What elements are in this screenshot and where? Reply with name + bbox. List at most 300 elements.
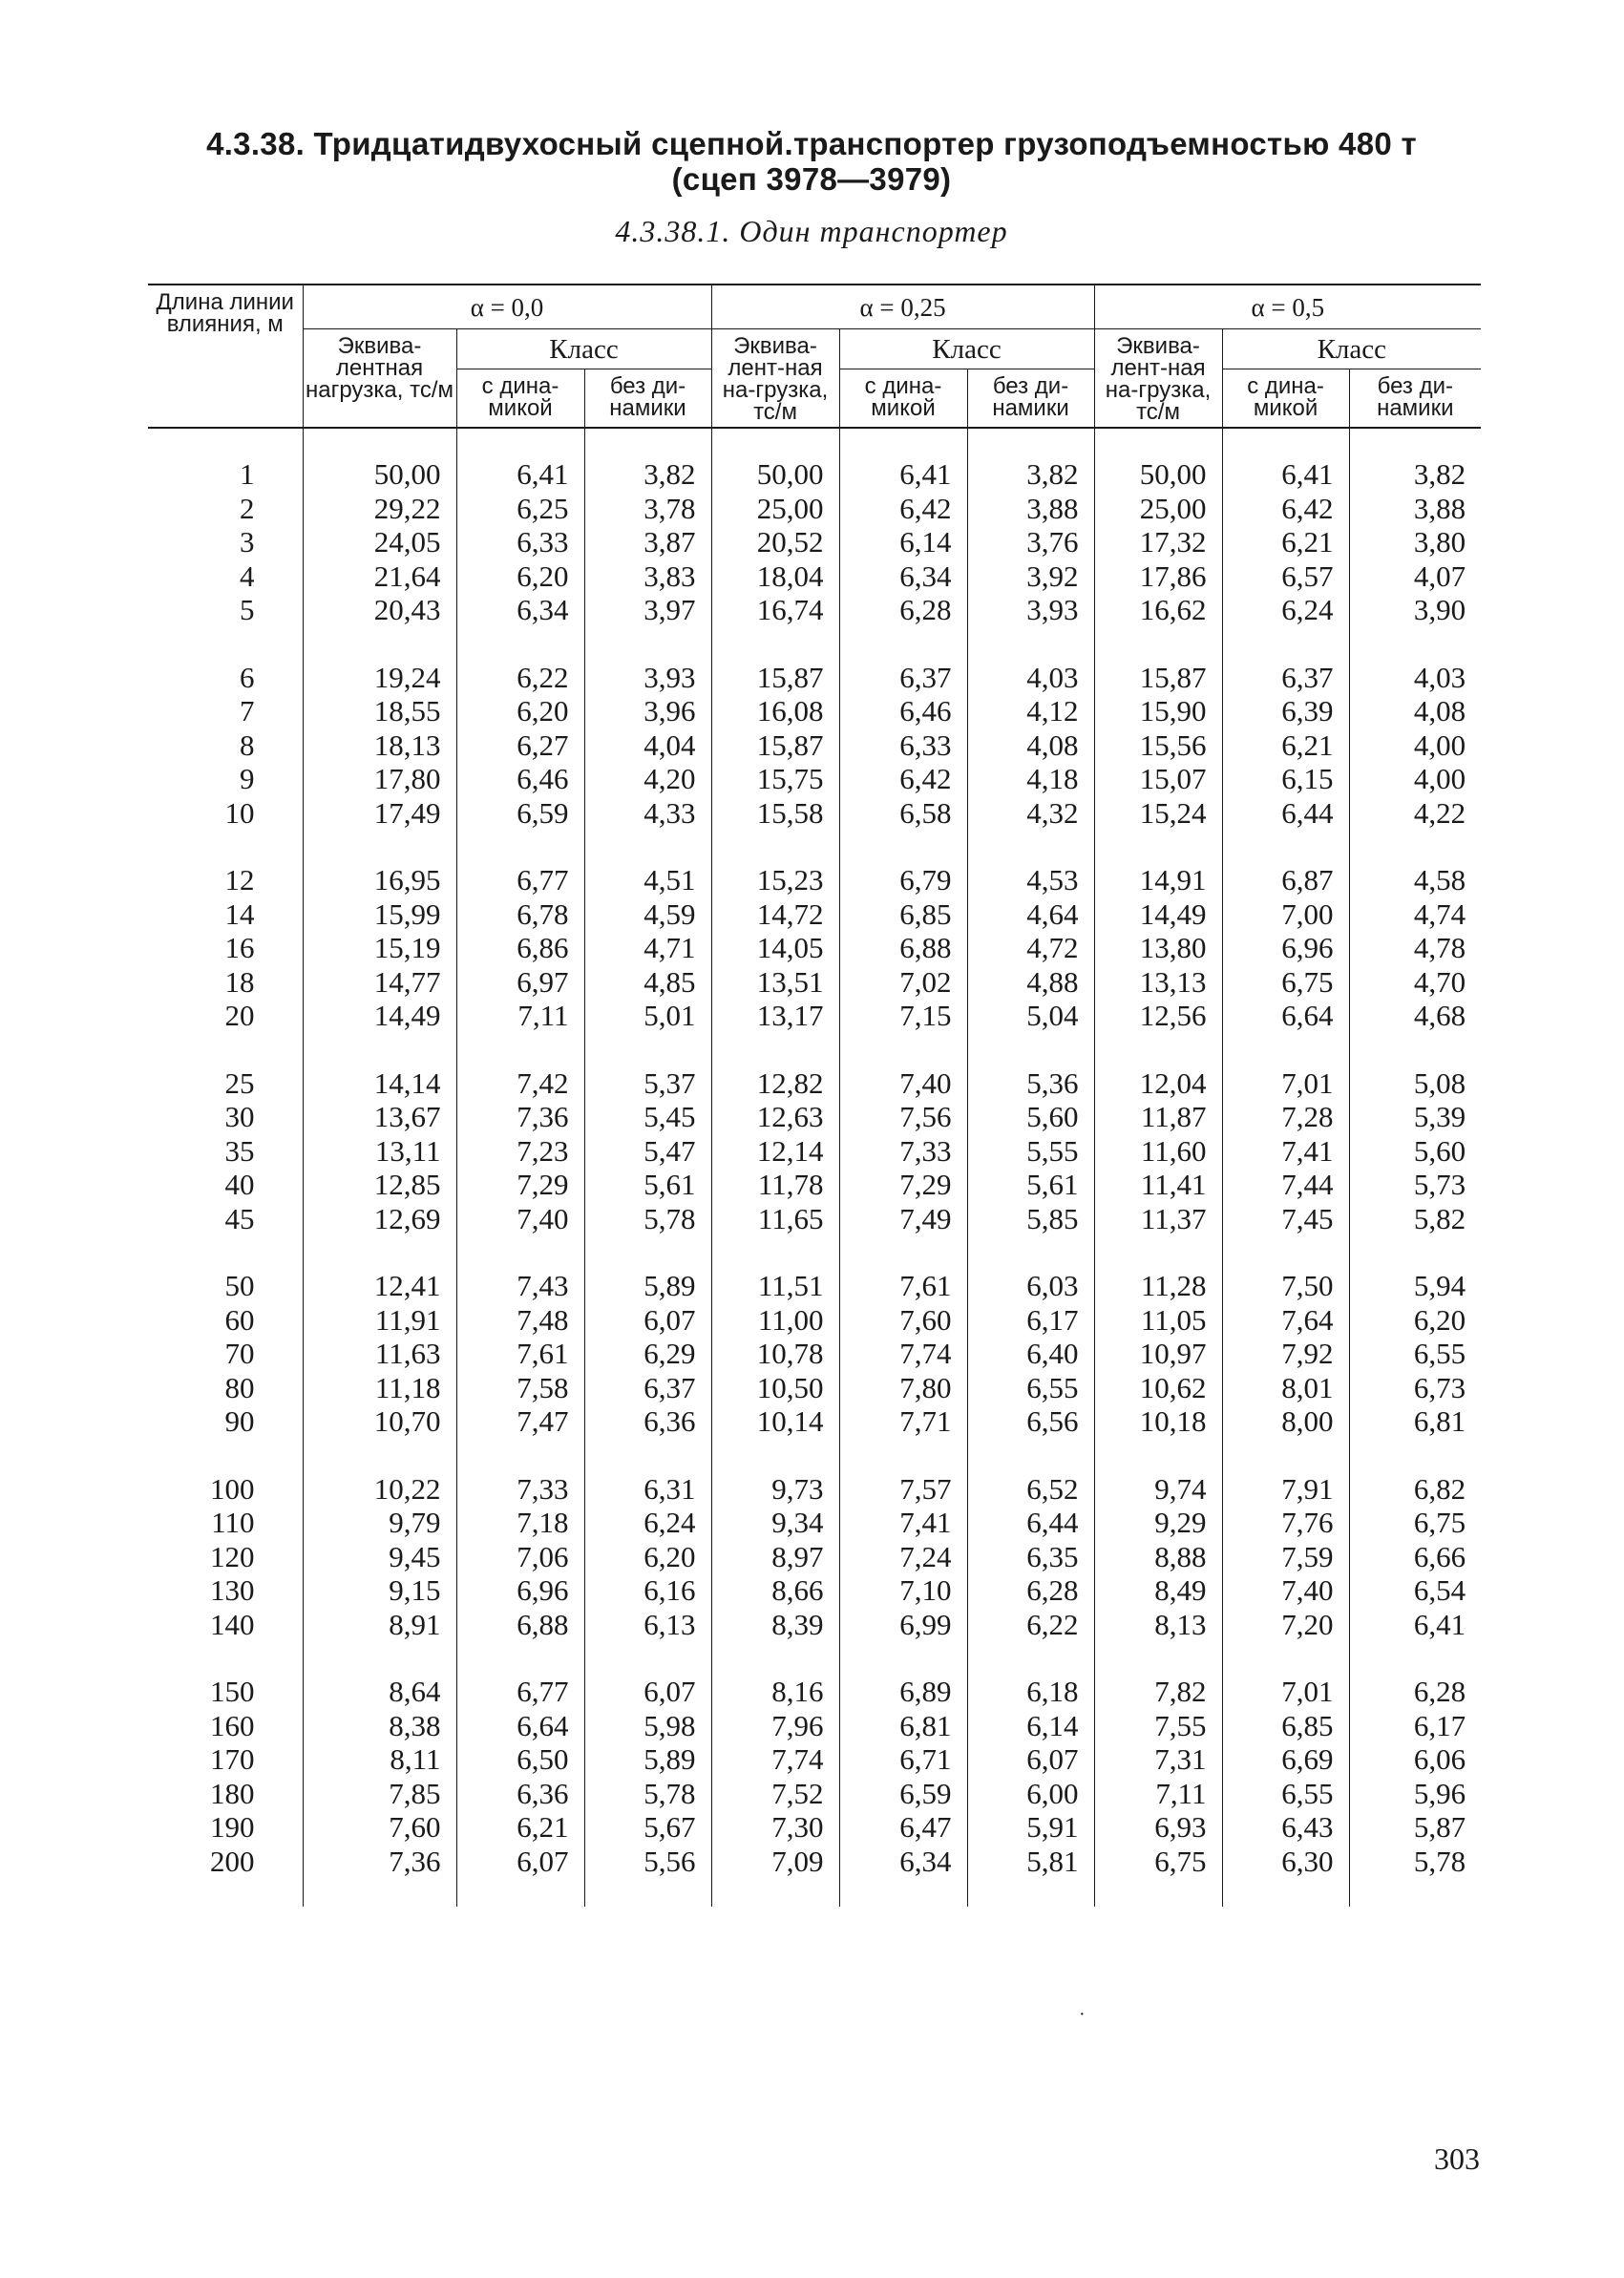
alpha-05-header: α = 0,5 (1094, 285, 1481, 329)
cell: 80 (224, 1370, 255, 1404)
cell: 10 (224, 795, 255, 830)
cell: 6,25 (456, 492, 584, 526)
cell: 4,74 (1349, 897, 1481, 932)
cell: 15,24 (1094, 796, 1222, 831)
cell: 6,52 (967, 1472, 1094, 1507)
cell: 15,87 (1094, 661, 1222, 695)
spacer-cell (839, 1033, 967, 1066)
spacer-cell (839, 1235, 967, 1269)
cell: 3,88 (1349, 492, 1481, 526)
table-row (148, 1810, 1481, 1845)
cell: 17,49 (303, 796, 456, 831)
cell: 7,60 (303, 1810, 456, 1845)
cell: 25 (224, 1065, 255, 1100)
cell: 90 (224, 1404, 255, 1438)
spacer-cell (584, 1235, 711, 1269)
cell: 4,07 (1349, 559, 1481, 594)
spacer-cell (711, 1439, 839, 1472)
cell: 18,13 (303, 728, 456, 763)
table-row (148, 694, 1481, 728)
cell: 160 (210, 1708, 255, 1742)
cell: 3,93 (584, 661, 711, 695)
spacer-cell (148, 1878, 303, 1907)
cell: 6,77 (456, 863, 584, 897)
cell: 15,87 (711, 661, 839, 695)
cell: 5,96 (1349, 1777, 1481, 1811)
table-row (148, 1709, 1481, 1743)
cell: 6,87 (1222, 863, 1349, 897)
cell: 6,42 (839, 762, 967, 796)
spacer-cell (1222, 627, 1349, 661)
cell: 5,37 (584, 1066, 711, 1101)
spacer-cell (584, 428, 711, 457)
cell: 110 (211, 1506, 255, 1539)
cell: 6,50 (456, 1742, 584, 1777)
cell: 7,47 (456, 1404, 584, 1439)
cell: 15,56 (1094, 728, 1222, 763)
cell: 11,00 (711, 1303, 839, 1338)
table-row (148, 525, 1481, 559)
table-row (148, 897, 1481, 932)
cell: 4,68 (1349, 999, 1481, 1033)
spacer-cell (148, 1641, 303, 1675)
spacer-cell (303, 830, 456, 863)
cell: 5,73 (1349, 1168, 1481, 1202)
spacer-cell (1222, 1033, 1349, 1066)
cell: 6,55 (967, 1371, 1094, 1405)
spacer-cell (1349, 1641, 1481, 1675)
cell: 6,88 (456, 1608, 584, 1642)
cell: 6,37 (584, 1371, 711, 1405)
cell: 6,78 (456, 897, 584, 932)
cell: 7,09 (711, 1845, 839, 1879)
table-row (148, 796, 1481, 831)
cell: 3,76 (967, 525, 1094, 559)
spacer-cell (303, 1641, 456, 1675)
cell: 7,01 (1222, 1675, 1349, 1709)
cell: 4,78 (1349, 931, 1481, 965)
cell: 6,41 (456, 457, 584, 492)
without-dynamics-header: без ди-намики (584, 369, 711, 428)
cell: 3,87 (584, 525, 711, 559)
cell: 10,22 (303, 1472, 456, 1507)
spacer-cell (303, 1878, 456, 1907)
cell: 17,32 (1094, 525, 1222, 559)
cell: 35 (224, 1133, 255, 1168)
spacer-row (148, 627, 1481, 661)
cell: 5,36 (967, 1066, 1094, 1101)
cell: 15,87 (711, 728, 839, 763)
cell: 7,11 (1094, 1777, 1222, 1811)
spacer-cell (456, 1033, 584, 1066)
table-row (148, 1608, 1481, 1642)
cell: 11,87 (1094, 1100, 1222, 1134)
cell: 6,46 (456, 762, 584, 796)
cell: 8,49 (1094, 1573, 1222, 1608)
cell: 6,89 (839, 1675, 967, 1709)
cell: 4,00 (1349, 762, 1481, 796)
cell: 13,67 (303, 1100, 456, 1134)
cell: 7,44 (1222, 1168, 1349, 1202)
cell: 50,00 (711, 457, 839, 492)
cell: 5,87 (1349, 1810, 1481, 1845)
spacer-cell (1349, 1033, 1481, 1066)
cell: 6,34 (839, 1845, 967, 1879)
cell: 15,90 (1094, 694, 1222, 728)
alpha-0-header: α = 0,0 (303, 285, 711, 329)
cell: 4,08 (1349, 694, 1481, 728)
cell: 50,00 (303, 457, 456, 492)
cell: 11,28 (1094, 1269, 1222, 1303)
cell: 6,27 (456, 728, 584, 763)
cell: 6,99 (839, 1608, 967, 1642)
cell: 30 (224, 1100, 255, 1133)
cell: 6,00 (967, 1777, 1094, 1811)
cell: 7,43 (456, 1269, 584, 1303)
cell: 6,55 (1349, 1337, 1481, 1371)
cell: 5,55 (967, 1134, 1094, 1169)
spacer-cell (967, 627, 1094, 661)
cell: 3,90 (1349, 593, 1481, 627)
cell: 6,41 (1222, 457, 1349, 492)
spacer-cell (1222, 1439, 1349, 1472)
cell: 4,08 (967, 728, 1094, 763)
cell: 6,37 (1222, 661, 1349, 695)
cell: 10,18 (1094, 1404, 1222, 1439)
cell: 7,24 (839, 1540, 967, 1574)
cell: 18,55 (303, 694, 456, 728)
spacer-cell (839, 1878, 967, 1907)
cell: 6,96 (456, 1573, 584, 1608)
spacer-cell (456, 1878, 584, 1907)
cell: 16,08 (711, 694, 839, 728)
cell: 7,48 (456, 1303, 584, 1338)
table-row (148, 1777, 1481, 1811)
cell: 5,04 (967, 999, 1094, 1033)
spacer-cell (456, 830, 584, 863)
cell: 7,23 (456, 1134, 584, 1169)
cell: 6,85 (839, 897, 967, 932)
cell: 6,34 (456, 593, 584, 627)
cell: 8,00 (1222, 1404, 1349, 1439)
cell: 25,00 (711, 492, 839, 526)
cell: 7,61 (839, 1269, 967, 1303)
cell: 6,66 (1349, 1540, 1481, 1574)
cell: 5,78 (1349, 1845, 1481, 1879)
table-row (148, 1540, 1481, 1574)
cell: 15,99 (303, 897, 456, 932)
spacer-cell (839, 627, 967, 661)
table-row (148, 762, 1481, 796)
cell: 9,15 (303, 1573, 456, 1608)
cell: 5,94 (1349, 1269, 1481, 1303)
cell: 5,67 (584, 1810, 711, 1845)
table-row (148, 1506, 1481, 1540)
cell: 7,11 (456, 999, 584, 1033)
spacer-cell (584, 1641, 711, 1675)
cell: 4 (240, 559, 255, 593)
section-title: 4.3.38. Тридцатидвухосный сцепной.транспортер грузоподъемностью 480 т (206, 126, 1417, 161)
spacer-cell (1094, 1641, 1222, 1675)
spacer-cell (148, 1235, 303, 1269)
cell: 7,82 (1094, 1675, 1222, 1709)
cell: 8,64 (303, 1675, 456, 1709)
cell: 11,91 (303, 1303, 456, 1338)
cell: 6,36 (584, 1404, 711, 1439)
cell: 6,44 (967, 1506, 1094, 1540)
cell: 6,64 (456, 1709, 584, 1743)
spacer-cell (303, 1439, 456, 1472)
cell: 6,17 (967, 1303, 1094, 1338)
equiv-load-header: Эквива-лент-ная на-грузка, тс/м (711, 329, 839, 429)
cell: 6,75 (1094, 1845, 1222, 1879)
cell: 50 (224, 1269, 255, 1302)
cell: 14,72 (711, 897, 839, 932)
cell: 9,45 (303, 1540, 456, 1574)
spacer-cell (148, 1439, 303, 1472)
cell: 19,24 (303, 661, 456, 695)
cell: 10,97 (1094, 1337, 1222, 1371)
spacer-row (148, 830, 1481, 863)
cell: 13,17 (711, 999, 839, 1033)
spacer-cell (456, 627, 584, 661)
cell: 6,07 (967, 1742, 1094, 1777)
cell: 5,98 (584, 1709, 711, 1743)
cell: 4,22 (1349, 796, 1481, 831)
table-row (148, 593, 1481, 627)
cell: 5,01 (584, 999, 711, 1033)
table-row (148, 863, 1481, 897)
cell: 6,59 (839, 1777, 967, 1811)
cell: 11,78 (711, 1168, 839, 1202)
cell: 6,33 (456, 525, 584, 559)
cell: 12,41 (303, 1269, 456, 1303)
cell: 3,92 (967, 559, 1094, 594)
cell: 6,07 (584, 1303, 711, 1338)
cell: 4,85 (584, 965, 711, 1000)
cell: 11,18 (303, 1371, 456, 1405)
cell: 15,75 (711, 762, 839, 796)
cell: 6,22 (967, 1608, 1094, 1642)
cell: 3,96 (584, 694, 711, 728)
cell: 6,44 (1222, 796, 1349, 831)
cell: 3,78 (584, 492, 711, 526)
cell: 5,61 (967, 1168, 1094, 1202)
cell: 4,04 (584, 728, 711, 763)
cell: 6,07 (456, 1845, 584, 1879)
cell: 12,14 (711, 1134, 839, 1169)
class-header: Класс (839, 329, 1094, 369)
cell: 70 (224, 1337, 255, 1370)
cell: 16 (224, 931, 255, 964)
cell: 6,06 (1349, 1742, 1481, 1777)
cell: 6,43 (1222, 1810, 1349, 1845)
spacer-cell (711, 1235, 839, 1269)
table-row (148, 1269, 1481, 1303)
cell: 6,82 (1349, 1472, 1481, 1507)
cell: 6,16 (584, 1573, 711, 1608)
cell: 6,03 (967, 1269, 1094, 1303)
spacer-cell (1094, 1439, 1222, 1472)
equivalent-load-table (148, 284, 1481, 1907)
cell: 6,77 (456, 1675, 584, 1709)
cell: 6,41 (1349, 1608, 1481, 1642)
cell: 7,60 (839, 1303, 967, 1338)
cell: 6,14 (839, 525, 967, 559)
table-row (148, 1371, 1481, 1405)
cell: 7,50 (1222, 1269, 1349, 1303)
cell: 10,70 (303, 1404, 456, 1439)
cell: 6,21 (1222, 525, 1349, 559)
cell: 4,12 (967, 694, 1094, 728)
cell: 6,75 (1349, 1506, 1481, 1540)
cell: 8,39 (711, 1608, 839, 1642)
cell: 12,82 (711, 1066, 839, 1101)
cell: 4,64 (967, 897, 1094, 932)
cell: 6,57 (1222, 559, 1349, 594)
spacer-cell (303, 1033, 456, 1066)
spacer-cell (1349, 1439, 1481, 1472)
spacer-cell (456, 1641, 584, 1675)
table-row (148, 457, 1481, 492)
cell: 130 (210, 1573, 255, 1607)
table-row (148, 1202, 1481, 1236)
cell: 4,03 (1349, 661, 1481, 695)
cell: 15,07 (1094, 762, 1222, 796)
cell: 18,04 (711, 559, 839, 594)
cell: 150 (210, 1675, 255, 1708)
cell: 7,06 (456, 1540, 584, 1574)
cell: 13,11 (303, 1134, 456, 1169)
cell: 6,96 (1222, 931, 1349, 965)
table-row (148, 1066, 1481, 1101)
cell: 7,36 (456, 1100, 584, 1134)
cell: 14,49 (303, 999, 456, 1033)
spacer-row (148, 1033, 1481, 1066)
cell: 20 (224, 999, 255, 1032)
cell: 21,64 (303, 559, 456, 594)
cell: 6,24 (584, 1506, 711, 1540)
cell: 9,73 (711, 1472, 839, 1507)
cell: 6,34 (839, 559, 967, 594)
cell: 7,15 (839, 999, 967, 1033)
cell: 1 (240, 457, 255, 491)
cell: 7,30 (711, 1810, 839, 1845)
cell: 7,52 (711, 1777, 839, 1811)
spacer-row (148, 1641, 1481, 1675)
cell: 7,40 (456, 1202, 584, 1236)
cell: 6,93 (1094, 1810, 1222, 1845)
length-header: Длина линии влияния, м (148, 285, 303, 428)
cell: 6,47 (839, 1810, 967, 1845)
cell: 3,97 (584, 593, 711, 627)
spacer-cell (839, 428, 967, 457)
cell: 6,71 (839, 1742, 967, 1777)
cell: 6,28 (839, 593, 967, 627)
spacer-cell (967, 1033, 1094, 1066)
cell: 14,49 (1094, 897, 1222, 932)
cell: 11,05 (1094, 1303, 1222, 1338)
spacer-cell (1349, 1878, 1481, 1907)
spacer-row (148, 1439, 1481, 1472)
cell: 5,56 (584, 1845, 711, 1879)
cell: 8,13 (1094, 1608, 1222, 1642)
spacer-cell (1094, 1033, 1222, 1066)
cell: 140 (210, 1607, 255, 1641)
cell: 12,04 (1094, 1066, 1222, 1101)
cell: 12,85 (303, 1168, 456, 1202)
cell: 7,33 (839, 1134, 967, 1169)
spacer-cell (711, 428, 839, 457)
cell: 7,56 (839, 1100, 967, 1134)
cell: 6,41 (839, 457, 967, 492)
cell: 3,80 (1349, 525, 1481, 559)
spacer-cell (303, 627, 456, 661)
cell: 5,61 (584, 1168, 711, 1202)
cell: 7,41 (1222, 1134, 1349, 1169)
cell: 7,71 (839, 1404, 967, 1439)
cell: 11,37 (1094, 1202, 1222, 1236)
cell: 180 (210, 1776, 255, 1810)
cell: 10,78 (711, 1337, 839, 1371)
equiv-load-header: Эквива-лентная нагрузка, тс/м (303, 329, 456, 429)
spacer-cell (584, 1878, 711, 1907)
cell: 7,29 (456, 1168, 584, 1202)
cell: 6,56 (967, 1404, 1094, 1439)
cell: 2 (240, 491, 255, 525)
cell: 14 (224, 896, 255, 931)
cell: 5,39 (1349, 1100, 1481, 1134)
spacer-cell (1222, 1235, 1349, 1269)
cell: 6,59 (456, 796, 584, 831)
cell: 6,55 (1222, 1777, 1349, 1811)
spacer-row (148, 428, 1481, 457)
table-row (148, 1845, 1481, 1879)
cell: 6,20 (584, 1540, 711, 1574)
with-dynamics-header: с дина-микой (456, 369, 584, 428)
spacer-cell (967, 1641, 1094, 1675)
cell: 45 (224, 1201, 255, 1235)
cell: 6,46 (839, 694, 967, 728)
cell: 6,07 (584, 1675, 711, 1709)
cell: 6,81 (839, 1709, 967, 1743)
class-header: Класс (456, 329, 711, 369)
cell: 10,50 (711, 1371, 839, 1405)
cell: 6,75 (1222, 965, 1349, 1000)
cell: 7,91 (1222, 1472, 1349, 1507)
table-row (148, 965, 1481, 1000)
page-number: 303 (1434, 2141, 1480, 2176)
cell: 9 (240, 762, 255, 795)
spacer-cell (1094, 428, 1222, 457)
cell: 7,80 (839, 1371, 967, 1405)
spacer-cell (1094, 1235, 1222, 1269)
cell: 5 (240, 593, 255, 626)
spacer-cell (967, 428, 1094, 457)
cell: 7,92 (1222, 1337, 1349, 1371)
cell: 6,29 (584, 1337, 711, 1371)
cell: 6,86 (456, 931, 584, 965)
cell: 7,18 (456, 1506, 584, 1540)
cell: 8,66 (711, 1573, 839, 1608)
cell: 7,57 (839, 1472, 967, 1507)
cell: 4,88 (967, 965, 1094, 1000)
cell: 9,74 (1094, 1472, 1222, 1507)
table-row (148, 999, 1481, 1033)
cell: 14,91 (1094, 863, 1222, 897)
cell: 8,11 (303, 1742, 456, 1777)
cell: 7,20 (1222, 1608, 1349, 1642)
